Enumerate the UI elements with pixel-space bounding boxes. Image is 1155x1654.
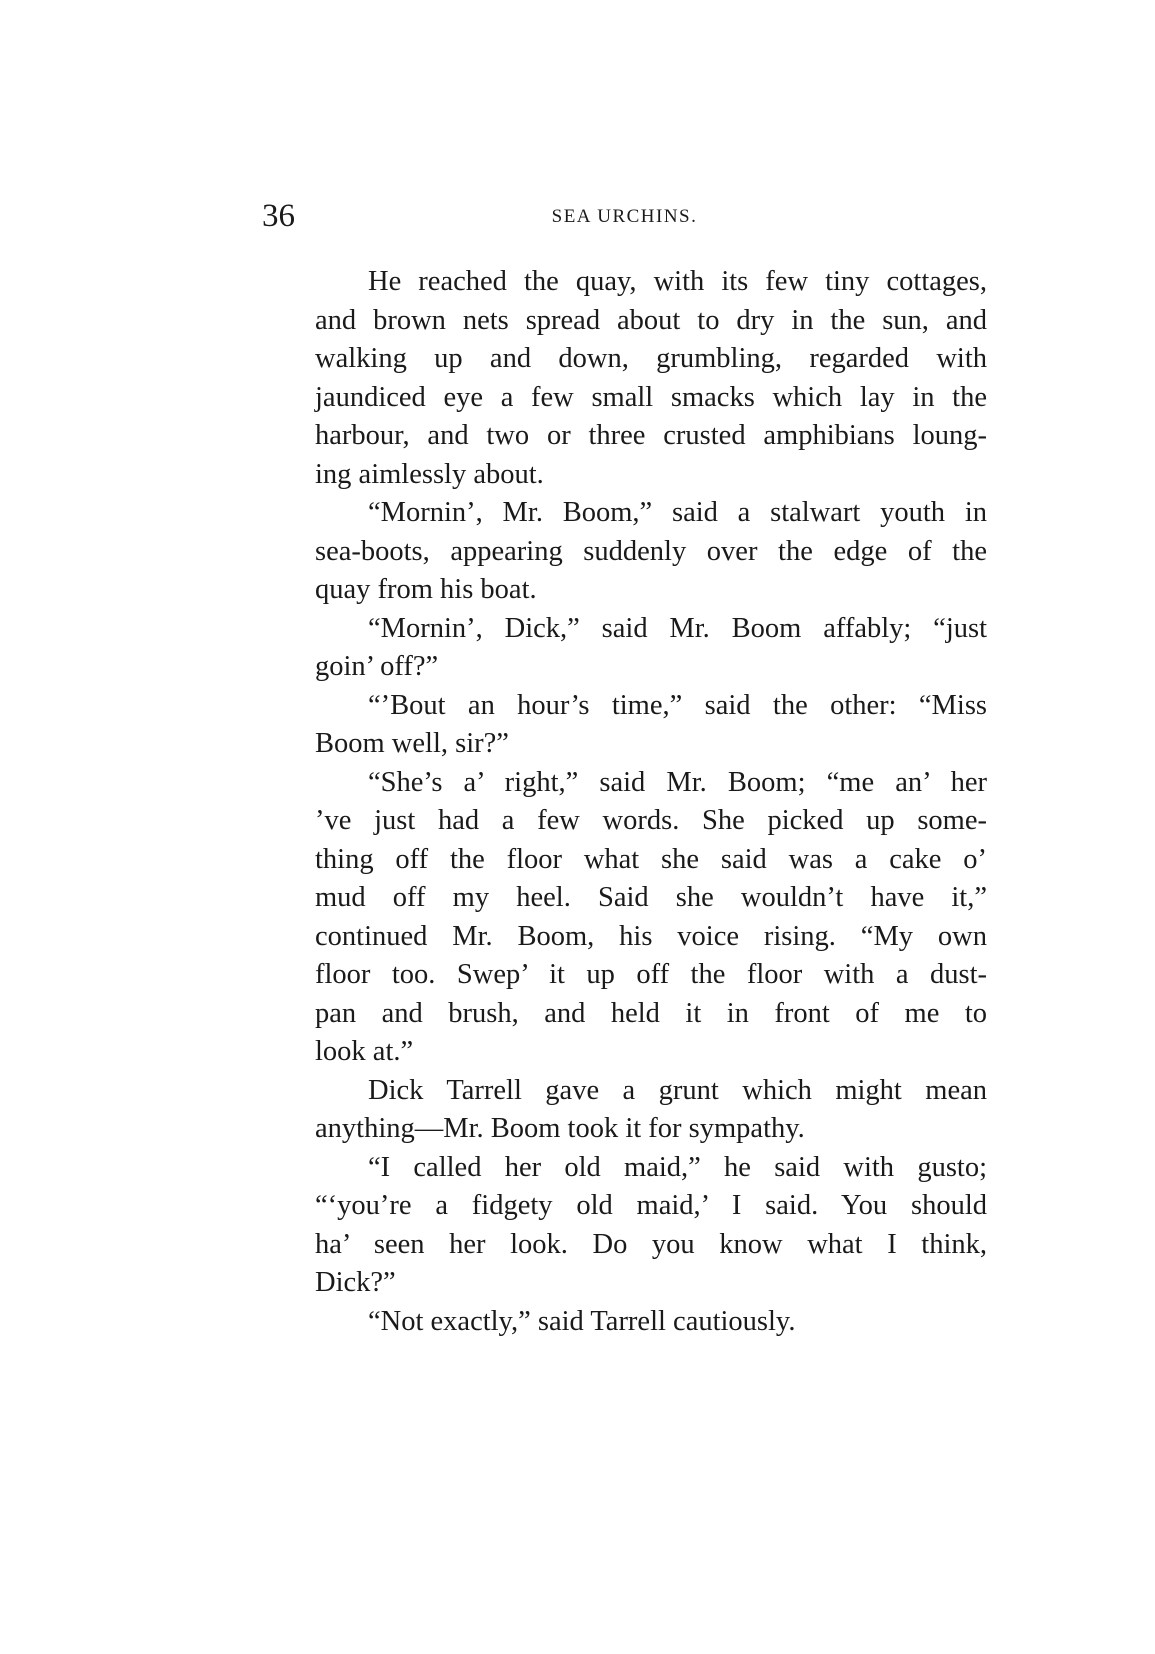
text-line: ’ve just had a few words. She picked up some- <box>315 805 987 836</box>
paragraph <box>262 494 987 610</box>
text-line: “’Bout an hour’s time,” said the other: “Miss <box>368 689 987 721</box>
text-line: sea-boots, appearing suddenly over the edge of the <box>315 535 987 567</box>
text-line: goin’ off?” <box>315 651 439 682</box>
text-line: ing aimlessly about. <box>315 458 544 490</box>
body-text <box>262 263 987 1341</box>
text-line: “I called her old maid,” he said with gusto; <box>368 1151 987 1183</box>
paragraph <box>262 263 987 494</box>
text-line: look at.” <box>315 1036 414 1067</box>
text-line: Dick Tarrell gave a grunt which might mean <box>368 1074 987 1106</box>
text-line: “She’s a’ right,” said Mr. Boom; “me an’ her <box>368 766 987 798</box>
paragraph <box>262 610 987 687</box>
text-line: ha’ seen her look. Do you know what I think, <box>315 1228 987 1260</box>
text-line: Boom well, sir?” <box>315 728 509 759</box>
text-line: walking up and down, grumbling, regarded with <box>315 343 987 374</box>
text-line: “Not exactly,” said Tarrell cautiously. <box>368 1305 796 1337</box>
text-line: “‘you’re a fidgety old maid,’ I said. You should <box>315 1190 987 1221</box>
paragraph <box>262 1149 987 1303</box>
text-line: “Mornin’, Dick,” said Mr. Boom affably; “just <box>368 612 987 644</box>
text-line: and brown nets spread about to dry in the sun, and <box>315 304 987 336</box>
text-line: pan and brush, and held it in front of me to <box>315 997 987 1029</box>
running-head <box>262 196 987 236</box>
paragraph <box>262 764 987 1072</box>
text-line: mud off my heel. Said she wouldn’t have it,” <box>315 882 987 913</box>
text-line: anything—Mr. Boom took it for sympathy. <box>315 1113 805 1144</box>
text-line: jaundiced eye a few small smacks which lay in the <box>315 381 987 413</box>
page-number: 36 <box>262 198 295 234</box>
text-line: “Mornin’, Mr. Boom,” said a stalwart youth in <box>368 497 987 528</box>
text-line: He reached the quay, with its few tiny cottages, <box>368 266 987 297</box>
text-line: Dick?” <box>315 1267 396 1298</box>
paragraph <box>262 687 987 764</box>
text-line: quay from his boat. <box>315 574 537 605</box>
text-line: harbour, and two or three crusted amphibians loung- <box>315 420 987 451</box>
running-title: SEA URCHINS. <box>551 206 698 227</box>
paragraph <box>262 1072 987 1149</box>
text-line: thing off the floor what she said was a cake o’ <box>315 843 987 875</box>
text-line: floor too. Swep’ it up off the floor with a dust- <box>315 959 987 990</box>
paragraph <box>262 1303 987 1342</box>
text-line: continued Mr. Boom, his voice rising. “My own <box>315 920 987 952</box>
